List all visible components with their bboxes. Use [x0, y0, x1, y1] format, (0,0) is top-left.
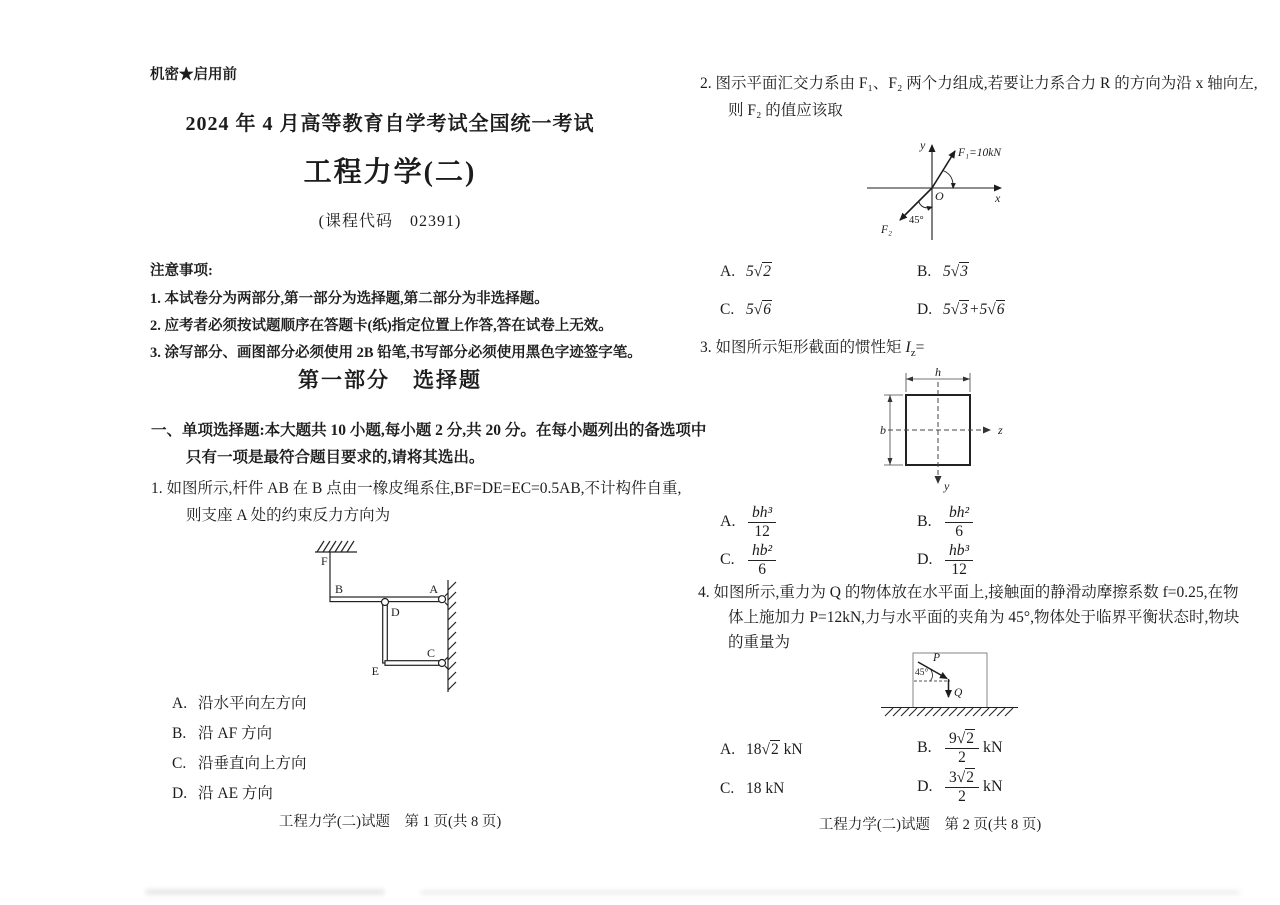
q4-option-d-den: 2	[945, 787, 979, 806]
q1-option-b-text: 沿 AF 方向	[198, 725, 273, 742]
q4-option-d-unit: kN	[983, 778, 1003, 795]
label-x-axis: x	[995, 191, 1001, 205]
note-item-3: 3. 涂写部分、画图部分必须使用 2B 铅笔,书写部分必须使用黑色字迹签字笔。	[150, 345, 642, 361]
question-1-line-1: 1. 如图所示,杆件 AB 在 B 点由一橡皮绳系住,BF=DE=EC=0.5AB,不计构件自重,	[151, 480, 682, 497]
subject-title: 工程力学(二)	[303, 157, 477, 188]
question-2-line-2: 则 F₂ 的值应该取	[728, 102, 843, 119]
q1-option-b	[172, 724, 272, 744]
scan-artifact-smudge-right	[420, 890, 1240, 895]
q1-option-a-key: A.	[172, 695, 188, 712]
label-point-a: A	[429, 582, 438, 596]
classification-label: 机密★启用前	[150, 67, 237, 83]
q3-option-c	[720, 541, 776, 579]
label-point-f: F	[321, 554, 328, 568]
q3-option-d-num: hb³	[949, 541, 970, 559]
q1-option-a	[172, 694, 307, 714]
q4-option-b-unit: kN	[983, 739, 1003, 756]
label-point-e: E	[371, 664, 379, 678]
question-3-figure	[878, 366, 1013, 503]
label-y-axis: y	[920, 138, 926, 152]
label-origin-o: O	[935, 189, 944, 203]
q4-option-d-value	[945, 769, 979, 806]
section-heading: 第一部分 选择题	[298, 368, 482, 392]
label-force-f2: F₂	[881, 224, 893, 236]
q2-option-b	[917, 262, 969, 282]
page-1-footer: 工程力学(二)试题 第 1 页(共 8 页)	[278, 814, 502, 830]
q2-option-d-value: 5√3+5√6	[943, 301, 1005, 318]
question-4-figure	[875, 648, 1025, 726]
q4-option-d	[917, 768, 1003, 806]
label-y-axis-q3: y	[944, 479, 950, 493]
note-item-1: 1. 本试卷分为两部分,第一部分为选择题,第二部分为非选择题。	[150, 291, 549, 307]
q1-option-c-key: C.	[172, 755, 187, 772]
q4-option-b-den: 2	[945, 748, 979, 767]
q3-option-d-value	[945, 542, 973, 579]
q3-option-d-den: 12	[945, 560, 973, 579]
q4-option-c	[720, 779, 784, 799]
instruction-line-2: 只有一项是最符合题目要求的,请将其选出。	[186, 449, 485, 466]
q4-option-c-value: 18 kN	[746, 780, 785, 797]
label-point-c: C	[426, 646, 435, 660]
q1-option-c-text: 沿垂直向上方向	[198, 755, 307, 772]
q3-option-b-num: bh²	[949, 503, 970, 521]
q3-option-b	[917, 503, 973, 541]
label-z-axis: z	[998, 423, 1003, 437]
q3-option-b-key: B.	[917, 513, 932, 530]
q4-option-a-value: 18√2 kN	[746, 741, 803, 758]
q4-option-b-value	[945, 730, 979, 767]
page-2-footer: 工程力学(二)试题 第 2 页(共 8 页)	[818, 817, 1042, 833]
label-force-f1: F₁=10kN	[958, 147, 1002, 159]
instruction-line-1: 一、单项选择题:本大题共 10 小题,每小题 2 分,共 20 分。在每小题列出的备选项中	[151, 422, 707, 439]
q3-option-c-num: hb²	[752, 541, 773, 559]
q1-option-d-key: D.	[172, 785, 188, 802]
note-item-2: 2. 应考者必须按试题顺序在答题卡(纸)指定位置上作答,答在试卷上无效。	[150, 318, 613, 334]
q2-option-d-key: D.	[917, 301, 933, 318]
q4-option-a	[720, 740, 803, 760]
question-4-line-2: 体上施加力 P=12kN,力与水平面的夹角为 45°,物体处于临界平衡状态时,物块	[728, 609, 1240, 626]
q3-option-a-value	[748, 504, 776, 541]
q2-option-c-key: C.	[720, 301, 735, 318]
q4-option-b-key: B.	[917, 739, 932, 756]
q2-option-b-value: 5√3	[943, 263, 969, 280]
q1-option-d-text: 沿 AE 方向	[198, 785, 273, 802]
q2-option-d	[917, 300, 1005, 320]
q2-option-a-value: 5√2	[746, 263, 772, 280]
q2-option-c-value: 5√6	[746, 301, 772, 318]
label-force-q: Q	[954, 687, 963, 699]
q3-option-b-den: 6	[945, 522, 973, 541]
label-point-b: B	[335, 582, 344, 596]
label-point-d: D	[391, 605, 400, 619]
label-angle-45-q4: 45°	[915, 668, 929, 678]
label-dim-b: b	[880, 423, 886, 437]
label-angle-45: 45°	[909, 215, 924, 226]
q3-option-c-den: 6	[748, 560, 776, 579]
q2-option-b-key: B.	[917, 263, 932, 280]
question-4-line-3: 的重量为	[728, 634, 791, 651]
question-2-figure	[853, 133, 1018, 250]
q3-equals-sign: =	[915, 339, 925, 356]
question-3-text: 3. 如图所示矩形截面的惯性矩	[700, 339, 902, 356]
q4-option-b-num: 9√2	[949, 729, 975, 747]
question-3-line	[700, 338, 924, 363]
q2-option-c	[720, 300, 772, 320]
q3-option-d	[917, 541, 973, 579]
q3-option-b-value	[945, 504, 973, 541]
question-2-line-1: 2. 图示平面汇交力系由 F₁、F₂ 两个力组成,若要让力系合力 R 的方向为沿 x 轴向左,	[700, 75, 1258, 92]
q3-option-d-key: D.	[917, 551, 933, 568]
q3-option-a	[720, 503, 776, 541]
q3-option-a-key: A.	[720, 513, 736, 530]
label-dim-h: h	[935, 366, 941, 379]
q3-option-a-den: 12	[748, 522, 776, 541]
q4-option-d-num: 3√2	[949, 768, 975, 786]
notes-heading: 注意事项:	[150, 263, 213, 279]
q4-option-a-key: A.	[720, 741, 736, 758]
q1-option-b-key: B.	[172, 725, 187, 742]
q3-option-c-value	[748, 542, 776, 579]
question-1-line-2: 则支座 A 处的约束反力方向为	[186, 507, 391, 524]
q3-option-a-num: bh³	[752, 503, 773, 521]
q2-option-a	[720, 262, 772, 282]
q1-option-a-text: 沿水平向左方向	[198, 695, 307, 712]
course-code: (课程代码 02391)	[318, 213, 462, 230]
q3-symbol-i: I	[905, 339, 911, 356]
scan-artifact-smudge-left	[145, 889, 385, 895]
exam-title: 2024 年 4 月高等教育自学考试全国统一考试	[185, 113, 595, 135]
q3-symbol-sub-z: z	[910, 347, 916, 360]
q2-option-a-key: A.	[720, 263, 736, 280]
q4-option-d-key: D.	[917, 778, 933, 795]
q4-option-c-key: C.	[720, 780, 735, 797]
q1-option-c	[172, 754, 307, 774]
label-force-p: P	[933, 652, 941, 664]
question-1-figure	[295, 530, 475, 707]
q3-option-c-key: C.	[720, 551, 735, 568]
q1-option-d	[172, 784, 273, 804]
question-4-line-1: 4. 如图所示,重力为 Q 的物体放在水平面上,接触面的静滑动摩擦系数 f=0.25,在物	[698, 584, 1239, 601]
q4-option-b	[917, 729, 1003, 767]
